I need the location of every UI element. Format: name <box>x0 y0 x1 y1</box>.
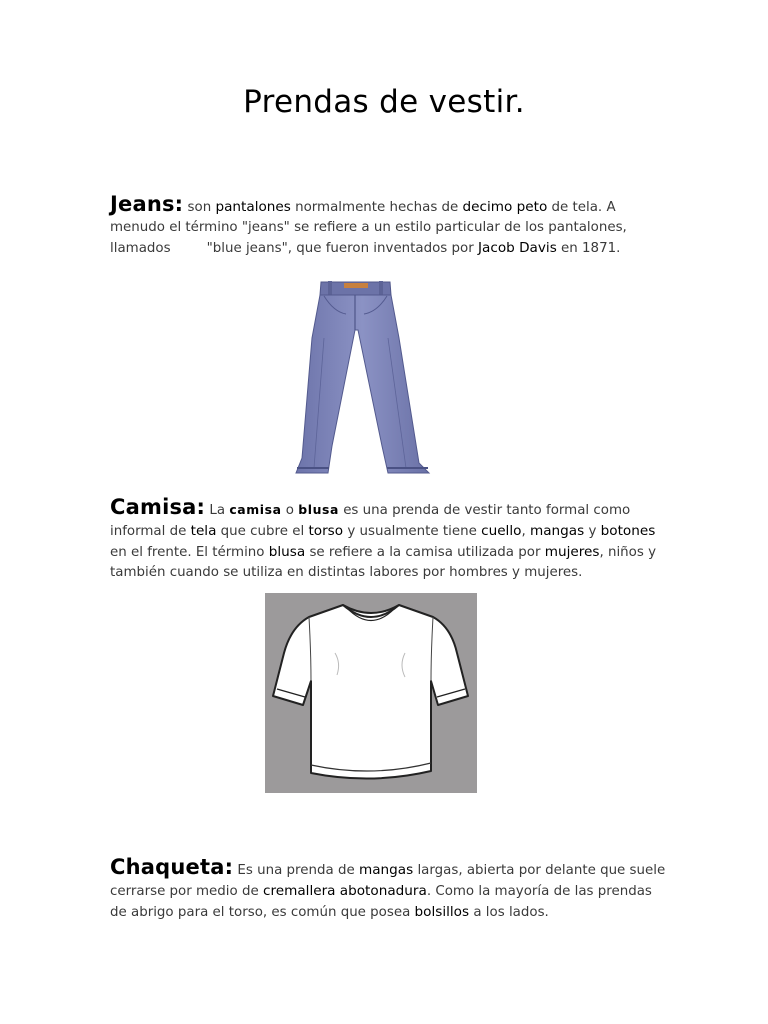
keyword-pantalones: pantalones <box>215 199 291 215</box>
text-run: . Como la mayoría de las prendas de abrigo para el torso, es común que posea <box>110 884 652 920</box>
chaqueta-paragraph <box>110 857 670 923</box>
text-run: es una prenda de vestir tanto formal como informal de <box>110 503 631 539</box>
keyword-jacob-davis: Jacob Davis <box>478 240 557 256</box>
keyword-bolsillos: bolsillos <box>414 904 470 920</box>
text-run: , niños y también cuando se utiliza en distintas labores por hombres y mujeres. <box>110 545 657 580</box>
text-run: de tela. A menudo el término "jeans" se refiere a un estilo particular de los pantalones, llamados <box>110 200 627 256</box>
camisa-heading: Camisa: <box>110 495 206 519</box>
text-run: que cubre el <box>216 524 309 539</box>
text-run: en el frente. El término <box>110 545 269 560</box>
jeans-heading: Jeans: <box>110 192 184 216</box>
text-run: a los lados. <box>469 905 549 920</box>
keyword-camisa: camisa <box>229 502 282 517</box>
text-run: son <box>183 200 216 215</box>
tshirt-image <box>265 593 477 793</box>
keyword-peto: peto <box>516 199 548 215</box>
keyword-botones: botones <box>600 523 656 539</box>
text-run: en 1871. <box>556 241 621 256</box>
camisa-paragraph <box>110 497 670 583</box>
keyword-cuello: cuello <box>481 523 522 539</box>
text-run: largas, abierta por delante que suele cerrarse por medio de <box>110 863 666 899</box>
text-run: y usualmente tiene <box>343 524 482 539</box>
keyword-mangas: mangas <box>529 523 585 539</box>
keyword-decimo: decimo <box>462 199 513 215</box>
text-run: La <box>205 503 230 518</box>
text-run: o <box>281 503 299 518</box>
text-run: y <box>584 524 601 539</box>
text-run: normalmente hechas de <box>290 200 463 215</box>
text-run: , <box>521 524 530 539</box>
keyword-cremallera: cremallera <box>262 883 336 899</box>
keyword-blusa: blusa <box>298 502 339 517</box>
jeans-image <box>284 278 440 476</box>
keyword-mujeres: mujeres <box>544 544 600 560</box>
chaqueta-heading: Chaqueta: <box>110 855 234 879</box>
jeans-paragraph <box>110 194 670 259</box>
text-run: Es una prenda de <box>233 863 359 878</box>
keyword-torso: torso <box>308 523 344 539</box>
keyword-mangas: mangas <box>358 862 414 878</box>
text-run: se refiere a la camisa utilizada por <box>305 545 545 560</box>
text-run: "blue jeans", que fueron inventados por <box>206 241 478 256</box>
page-title: Prendas de vestir. <box>243 84 525 120</box>
keyword-tela: tela <box>190 523 217 539</box>
keyword-blusa-2: blusa <box>268 544 306 560</box>
keyword-abotonadura: abotonadura <box>339 883 427 899</box>
